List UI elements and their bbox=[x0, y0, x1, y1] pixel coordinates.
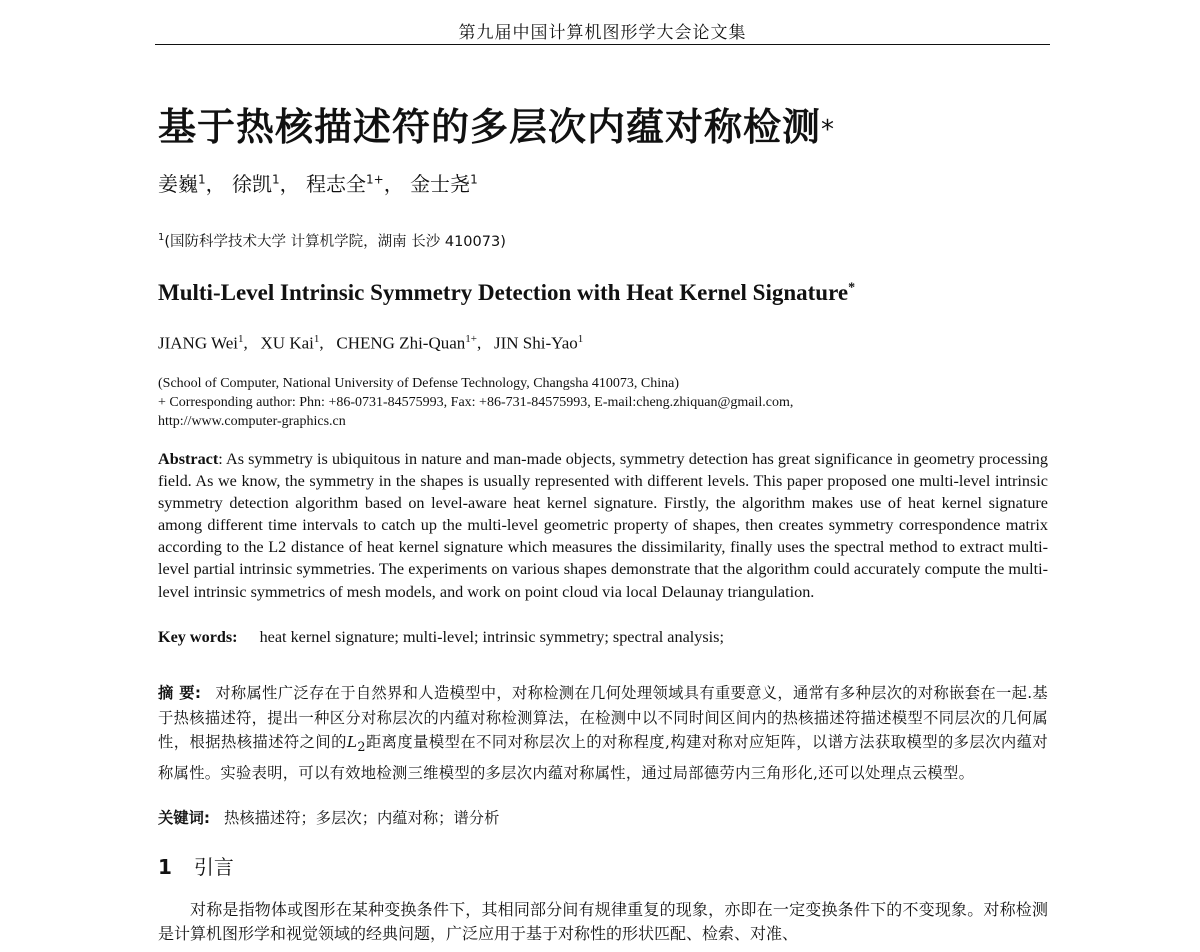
title-chinese-text: 基于热核描述符的多层次内蕴对称检测 bbox=[158, 105, 822, 149]
header-rule bbox=[155, 44, 1050, 45]
abstract-english bbox=[158, 448, 1048, 603]
affiliation-english bbox=[158, 374, 1048, 431]
author-separator: , bbox=[319, 333, 324, 353]
website-line: http://www.computer-graphics.cn bbox=[158, 414, 346, 429]
author-cn-affil-mark: 1 bbox=[198, 172, 206, 187]
section-heading bbox=[158, 851, 234, 880]
author-en-affil-mark: 1+ bbox=[465, 333, 477, 345]
keywords-chinese-text: 热核描述符；多层次；内蕴对称；谱分析 bbox=[224, 809, 500, 827]
title-english-text: Multi-Level Intrinsic Symmetry Detection with Heat Kernel Signature bbox=[158, 280, 849, 305]
author-en: JIANG Wei bbox=[158, 333, 239, 353]
keywords-chinese-label: 关键词: bbox=[158, 809, 211, 827]
l2-subscript: 2 bbox=[357, 740, 366, 756]
abstract-label: Abstract bbox=[158, 450, 219, 468]
author-en-affil-mark: 1 bbox=[577, 333, 584, 345]
abstract-chinese-text-2: 距离度量模型在不同对称层次上的对称程度,构建对称对应矩阵，以谱方法获取模型的多层次内蕴对称属性。实验表明，可以有效地检测三维模型的多层次内蕴对称属性，通过局部德劳内三角形化,还可以处理点云模型。 bbox=[158, 733, 1048, 782]
author-en: JIN Shi-Yao bbox=[494, 333, 578, 353]
section-number: 1 bbox=[158, 855, 172, 879]
author-separator: ， bbox=[279, 172, 300, 196]
l2-variable: L bbox=[346, 733, 358, 751]
keywords-label: Key words: bbox=[158, 628, 238, 646]
section-title: 引言 bbox=[193, 855, 234, 879]
author-en: XU Kai bbox=[260, 333, 314, 353]
title-chinese bbox=[158, 96, 835, 151]
author-en-affil-mark: 1 bbox=[238, 333, 244, 345]
author-separator: ， bbox=[383, 172, 404, 196]
author-cn-affil-mark: 1 bbox=[272, 172, 280, 187]
author-cn: 徐凯 bbox=[232, 172, 272, 196]
author-separator: , bbox=[477, 333, 482, 353]
authors-english bbox=[158, 333, 583, 354]
author-cn: 姜巍 bbox=[158, 172, 198, 196]
affiliation-mark: 1 bbox=[158, 232, 165, 244]
corresponding-author-line: + Corresponding author: Phn: +86-0731-84575993, Fax: +86-731-84575993, E-mail:cheng.zhiquan@gmail.com, bbox=[158, 395, 794, 410]
author-cn: 程志全 bbox=[306, 172, 366, 196]
author-cn-affil-mark: 1 bbox=[470, 172, 478, 187]
author-en-affil-mark: 1 bbox=[313, 333, 320, 345]
author-cn: 金士尧 bbox=[410, 172, 471, 196]
abstract-chinese bbox=[158, 681, 1048, 785]
abstract-english-text: : As symmetry is ubiquitous in nature and man-made objects, symmetry detection has great significance in geometry processing field. As we know, the symmetry in the shapes is usually represented with different levels. This paper proposed one multi-level intrinsic symmetry detection algorithm based on level-aware heat kernel signature. Firstly, the algorithm makes use of heat kernel signature among different time intervals to catch up the multi-level geometric property of shapes, then creates symmetry correspondence matrix according to the L2 distance of heat kernel signature which measures the dissimilarity, finally uses the spectral method to extract multi-level partial intrinsic symmetries. The experiments on various shapes demonstrate that the algorithm could accurately compute the multi-level intrinsic symmetrics of mesh models, and work on point cloud via local Delaunay triangulation. bbox=[158, 450, 1048, 601]
affiliation-chinese-text: (国防科学技术大学 计算机学院，湖南 长沙 410073) bbox=[164, 234, 506, 250]
title-english bbox=[158, 280, 855, 306]
author-separator: ， bbox=[205, 172, 226, 196]
author-en: CHENG Zhi-Quan bbox=[336, 333, 466, 353]
title-footnote-mark: * bbox=[821, 115, 836, 145]
abstract-chinese-text-1: 对称属性广泛存在于自然界和人造模型中，对称检测在几何处理领域具有重要意义，通常有多种层次的对称嵌套在一起.基于热核描述符，提出一种区分对称层次的内蕴对称检测算法，在检测中以不同时间区间内的热核描述符描述模型不同层次的几何属性，根据热核描述符之间的 bbox=[158, 684, 1048, 751]
keywords-english bbox=[158, 628, 1048, 647]
author-cn-affil-mark: 1+ bbox=[366, 172, 384, 187]
author-separator: , bbox=[243, 333, 248, 353]
intro-paragraph: 对称是指物体或图形在某种变换条件下，其相同部分间有规律重复的现象，亦即在一定变换条件下的不变现象。对称检测是计算机图形学和视觉领域的经典问题，广泛应用于基于对称性的形状匹配、检索、对准、 bbox=[158, 900, 1048, 943]
abstract-chinese-label: 摘 要: bbox=[158, 684, 202, 702]
keywords-chinese bbox=[158, 806, 1048, 828]
authors-chinese bbox=[158, 168, 478, 197]
title-english-footnote-mark: * bbox=[848, 280, 856, 296]
affiliation-chinese bbox=[158, 230, 506, 251]
affiliation-line: (School of Computer, National University of Defense Technology, Changsha 410073, China) bbox=[158, 376, 680, 391]
running-header: 第九届中国计算机图形学大会论文集 bbox=[458, 23, 747, 43]
keywords-english-text: heat kernel signature; multi-level; intrinsic symmetry; spectral analysis; bbox=[259, 628, 724, 646]
